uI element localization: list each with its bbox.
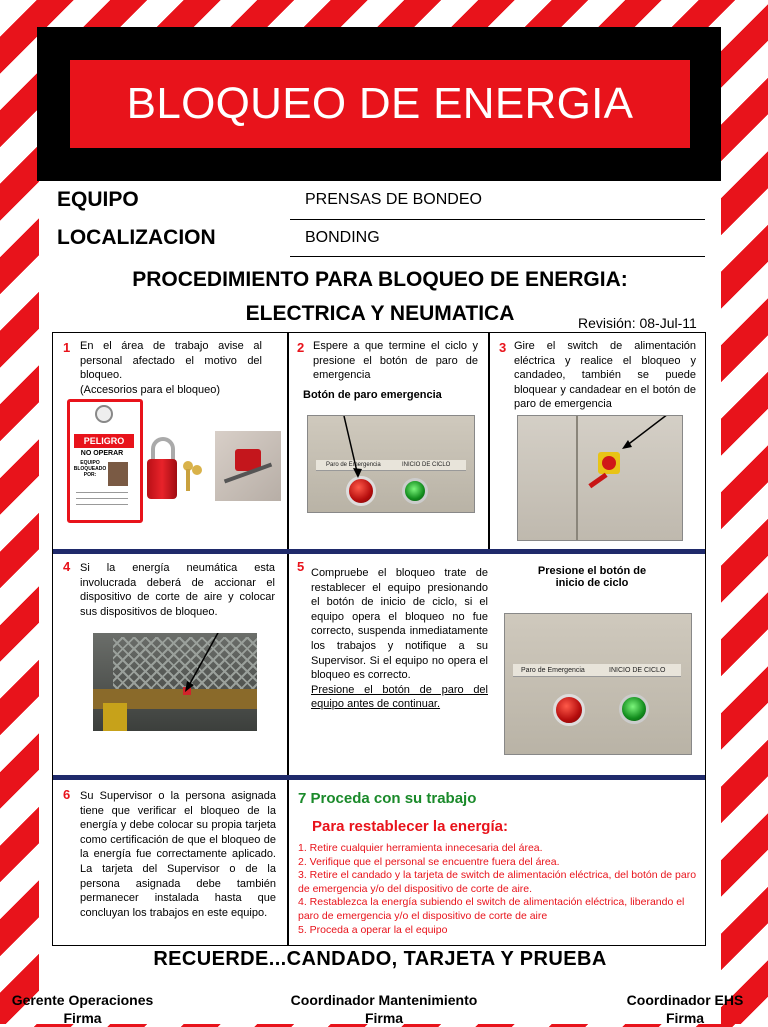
key-icon	[192, 465, 202, 475]
revision-date: Revisión: 08-Jul-11	[578, 315, 697, 331]
signature-mantenimiento-firma: Firma	[364, 1010, 404, 1026]
step-3-text: Gire el switch de alimentación eléctrica y realice el bloqueo y candadeo, también se puede bloquear y candadear en el botón de paro de emergencia	[514, 340, 696, 411]
remember-slogan: RECUERDE...CANDADO, TARJETA Y PRUEBA	[153, 948, 607, 970]
step-1-subtext: (Accesorios para el bloqueo)	[80, 383, 221, 396]
grid-divider-v1	[287, 333, 289, 945]
localizacion-label: LOCALIZACION	[57, 226, 216, 249]
step-4-number: 4	[63, 559, 71, 574]
restore-energy-list	[298, 842, 698, 937]
cycle-start-panel-photo	[504, 613, 692, 755]
panel-inicio-label: INICIO DE CICLO	[402, 462, 451, 468]
signature-gerente-firma: Firma	[63, 1010, 102, 1026]
step-5-warning: Presione el botón de paro del equipo antes de continuar.	[311, 683, 488, 711]
step-5-photo-label: Presione el botón de inicio de ciclo	[537, 565, 647, 589]
procedure-title-line1: PROCEDIMIENTO PARA BLOQUEO DE ENERGIA:	[132, 268, 628, 291]
emergency-panel-photo	[307, 415, 475, 513]
danger-tag-image	[67, 399, 143, 523]
signature-ehs-title: Coordinador EHS	[626, 992, 744, 1008]
signature-mantenimiento-title: Coordinador Mantenimiento	[290, 992, 478, 1008]
equipo-label: EQUIPO	[57, 188, 139, 211]
signature-mantenimiento	[270, 991, 498, 1027]
row-separator-1	[53, 549, 705, 554]
arrow-icon	[93, 633, 257, 731]
panel-inicio-label: INICIO DE CICLO	[609, 667, 666, 674]
tag-line	[76, 504, 128, 505]
step-5-number: 5	[297, 559, 305, 574]
row-separator-2	[53, 775, 705, 780]
grid-divider-v2	[488, 333, 490, 549]
step-4-text: Si la energía neumática esta involucrada deberá de accionar el dispositivo de corte de aire y colocar sus dispositivos de bloqueo.	[80, 562, 275, 618]
lockout-device-image	[215, 431, 281, 501]
procedure-title-line2: ELECTRICA Y NEUMATICA	[245, 302, 515, 325]
restore-step: 5. Proceda a operar la el equipo	[298, 923, 448, 936]
padlock-body	[147, 459, 177, 499]
red-padlock-image	[147, 437, 177, 501]
step-5-text	[311, 566, 488, 712]
keys-image	[181, 461, 203, 495]
step-3-number: 3	[499, 340, 507, 355]
tag-no-operar: NO OPERAR	[80, 450, 124, 457]
restore-step: 1. Retire cualquier herramienta innecesaria del área.	[298, 842, 543, 854]
step-2-text: Espere a que termine el ciclo y presione el botón de paro de emergencia	[313, 340, 478, 382]
step-1-body: En el área de trabajo avise al personal afectado el motivo del bloqueo.	[80, 340, 262, 382]
tag-line	[76, 492, 128, 493]
padlock-shackle	[151, 437, 175, 461]
step-5-body: Compruebe el bloqueo trate de restablecer el equipo presionando el botón de inicio de ciclo, si el equipo opera el bloqueo no fue correcto, suspenda inmediatamente los trabajos y notifique a su Supervisor. Si el equipo no opera el bloqueo es correcto.	[311, 567, 488, 682]
page-title: BLOQUEO DE ENERGIA	[126, 79, 634, 128]
equipo-underline	[290, 219, 705, 220]
restore-energy-title: Para restablecer la energía:	[312, 818, 508, 835]
tag-line	[76, 498, 128, 499]
step-7-title: 7 Proceda con su trabajo	[298, 790, 477, 807]
localizacion-value: BONDING	[305, 229, 380, 246]
step-2-photo-label: Botón de paro emergencia	[303, 389, 442, 401]
signature-gerente-title: Gerente Operaciones	[11, 992, 154, 1008]
cycle-start-button-image	[619, 694, 649, 724]
tag-equipo-bloqueado: EQUIPO BLOQUEADO POR:	[73, 460, 107, 478]
localizacion-underline	[290, 256, 705, 257]
signature-gerente	[0, 991, 165, 1027]
emergency-stop-button-image	[553, 694, 585, 726]
panel-paro-label: Paro de Emergencia	[326, 462, 381, 468]
arrow-icon	[308, 416, 474, 512]
title-banner	[70, 60, 690, 148]
key-icon	[186, 469, 190, 491]
power-switch-photo	[517, 415, 683, 541]
step-1-number: 1	[63, 340, 71, 355]
tag-photo	[108, 462, 128, 486]
step-6-text: Su Supervisor o la persona asignada tiene que verificar el bloqueo de la energía y debe colocar su propia tarjeta como certificación de que el bloqueo de la energía fue correctamente aplicado. La tarjeta del Supervisor o de la persona asignada debe también permanecer instalada hasta que concluyan los trabajos en este equipo.	[80, 790, 276, 919]
tag-hole	[95, 405, 113, 423]
restore-step: 3. Retire el candado y la tarjeta de switch de alimentación eléctrica, del botón de paro de emergencia y/o del dispositivo de corte de aire.	[298, 869, 697, 895]
tag-peligro-label: PELIGRO	[74, 434, 134, 448]
step-2-number: 2	[297, 340, 305, 355]
restore-step: 2. Verifique que el personal se encuentre fuera del área.	[298, 855, 560, 868]
equipo-value: PRENSAS DE BONDEO	[305, 191, 482, 208]
panel-paro-label: Paro de Emergencia	[521, 667, 585, 674]
step-1-text	[80, 339, 262, 397]
signature-ehs	[610, 991, 760, 1027]
step-6-number: 6	[63, 787, 71, 802]
pneumatic-valve-photo	[93, 633, 257, 731]
restore-step: 4. Restablezca la energía subiendo el switch de alimentación eléctrica, liberando el paro de emergencia y/o el dispositivo de corte de aire	[298, 896, 685, 922]
signature-ehs-firma: Firma	[665, 1010, 705, 1026]
arrow-icon	[518, 416, 682, 540]
